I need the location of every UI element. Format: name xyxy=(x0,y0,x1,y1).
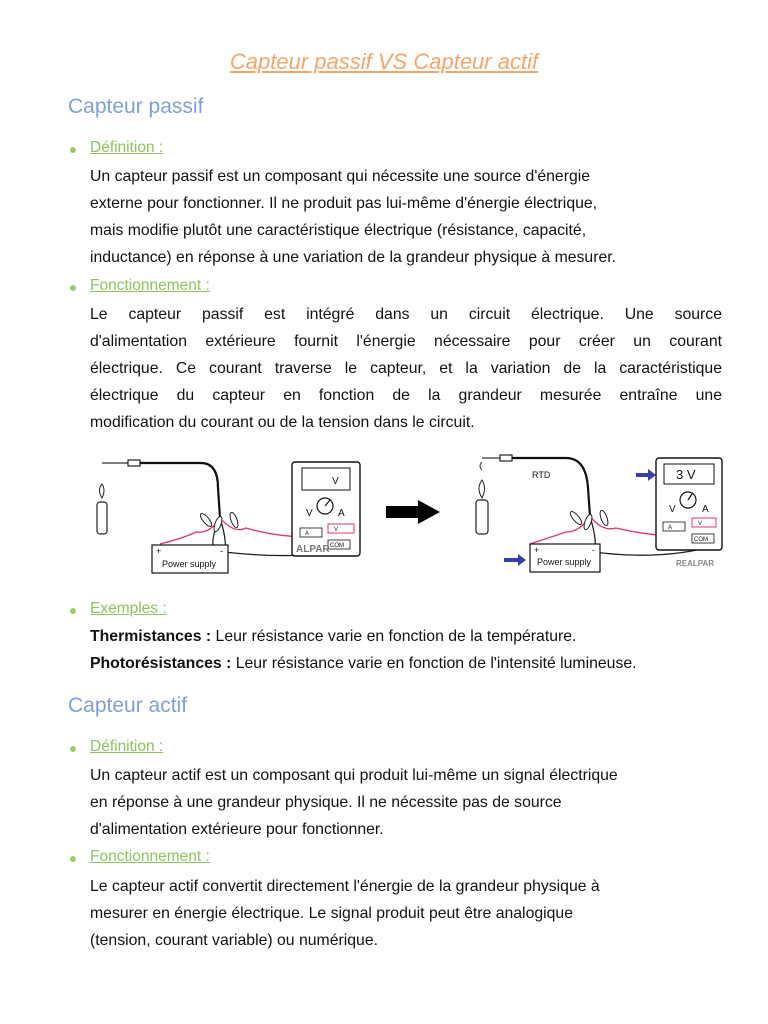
bullet-dot xyxy=(70,147,76,153)
power-supply-plus: + xyxy=(156,546,162,556)
port-a xyxy=(663,522,685,531)
example-term: Thermistances : xyxy=(90,628,212,645)
text-line: mesurer en énergie électrique. Le signal produit peut être analogique xyxy=(90,905,574,922)
bullet-label: Fonctionnement : xyxy=(90,277,210,294)
section-heading-actif: Capteur actif xyxy=(68,694,188,717)
multimeter-a-label: A xyxy=(702,504,709,515)
port-com-label: COM xyxy=(330,543,344,549)
example-term: Photorésistances : xyxy=(90,655,232,672)
power-supply-minus: - xyxy=(592,545,595,555)
watermark: REALPAR xyxy=(676,559,715,568)
sensor-label: RTD xyxy=(532,470,551,480)
candle-flame-icon xyxy=(100,484,105,498)
candle-icon xyxy=(97,502,107,534)
bullet-dot xyxy=(70,285,76,291)
circuit-diagram-svg xyxy=(96,448,728,580)
paragraph-definition-passif xyxy=(90,163,722,271)
bullet-dot xyxy=(70,746,76,752)
port-a-label: A xyxy=(668,525,673,531)
clip-icon xyxy=(199,512,214,528)
example-item xyxy=(90,628,576,646)
right-circuit xyxy=(476,455,722,572)
paragraph-fonctionnement-passif xyxy=(90,301,722,436)
power-supply-label: Power supply xyxy=(537,557,592,567)
bullet-label: Fonctionnement : xyxy=(90,848,210,865)
transition-arrow-icon xyxy=(386,500,440,524)
text-line: mais modifie plutôt une caractéristique électrique (résistance, capacité, xyxy=(90,222,587,239)
probe-cable xyxy=(512,458,590,516)
text-line: (tension, courant variable) ou numérique. xyxy=(90,932,379,949)
port-a-label: A xyxy=(305,531,310,537)
port-com-label: COM xyxy=(694,537,708,543)
probe-cable xyxy=(140,463,220,518)
text-line: Un capteur actif est un composant qui produit lui-même un signal électrique xyxy=(90,767,618,784)
multimeter-display-value: 3 V xyxy=(676,467,696,482)
port-a xyxy=(300,528,322,537)
paragraph-definition-actif xyxy=(90,762,722,843)
heat-wave-icon xyxy=(480,462,482,470)
multimeter-display-value: V xyxy=(332,476,339,487)
bullet-label: Définition : xyxy=(90,738,164,755)
port-v-label: V xyxy=(698,521,703,527)
bullet-label: Définition : xyxy=(90,139,164,156)
multimeter-a-label: A xyxy=(338,508,345,519)
multimeter-display xyxy=(302,468,350,490)
port-v xyxy=(328,524,354,533)
multimeter-v-label: V xyxy=(669,504,676,515)
text-line: modification du courant ou de la tension dans le circuit. xyxy=(90,414,475,431)
text-line: Le capteur passif est intégré dans un circuit électrique. Une source xyxy=(90,306,722,323)
probe-body xyxy=(128,460,140,466)
probe-body xyxy=(500,455,512,461)
example-text: Leur résistance varie en fonction de l'intensité lumineuse. xyxy=(231,655,637,672)
text-line: d'alimentation extérieure pour fonctionner. xyxy=(90,821,384,838)
text-line: électrique du capteur en fonction de la grandeur mesurée entraîne une xyxy=(90,387,722,404)
circuit-diagram xyxy=(96,448,728,580)
power-supply-label: Power supply xyxy=(162,559,217,569)
text-line: Le capteur actif convertit directement l'énergie de la grandeur physique à xyxy=(90,878,600,895)
section-heading-passif: Capteur passif xyxy=(68,95,204,118)
watermark: ALPAR xyxy=(296,544,330,555)
text-line: électrique. Ce courant traverse le capteur, et la variation de la caractéristique xyxy=(90,360,722,377)
port-v xyxy=(692,518,716,527)
power-supply-plus: + xyxy=(534,545,540,555)
clip-icon xyxy=(598,509,609,526)
clip-icon xyxy=(569,510,584,526)
multimeter-v-label: V xyxy=(306,508,313,519)
blue-arrow-icon xyxy=(636,469,656,481)
bullet-dot xyxy=(70,608,76,614)
text-line: inductance) en réponse à une variation de la grandeur physique à mesurer. xyxy=(90,249,617,266)
text-line: d'alimentation extérieure fournit l'énergie nécessaire pour créer un courant xyxy=(90,333,722,350)
text-line: Un capteur passif est un composant qui nécessite une source d'énergie xyxy=(90,168,591,185)
blue-arrow-icon xyxy=(504,554,526,566)
example-item xyxy=(90,655,637,673)
left-circuit xyxy=(97,460,360,573)
example-text: Leur résistance varie en fonction de la température. xyxy=(211,628,577,645)
page-title: Capteur passif VS Capteur actif xyxy=(229,49,539,74)
candle-icon xyxy=(476,500,488,534)
text-line: en réponse à une grandeur physique. Il ne nécessite pas de source xyxy=(90,794,562,811)
text-line: externe pour fonctionner. Il ne produit pas lui-même d'énergie électrique, xyxy=(90,195,598,212)
bullet-dot xyxy=(70,856,76,862)
power-supply-minus: - xyxy=(220,546,223,556)
port-v-label: V xyxy=(334,527,339,533)
clip-icon xyxy=(228,511,239,528)
paragraph-fonctionnement-actif xyxy=(90,873,722,954)
bullet-label: Exemples : xyxy=(90,600,167,617)
candle-flame-icon xyxy=(479,480,485,498)
